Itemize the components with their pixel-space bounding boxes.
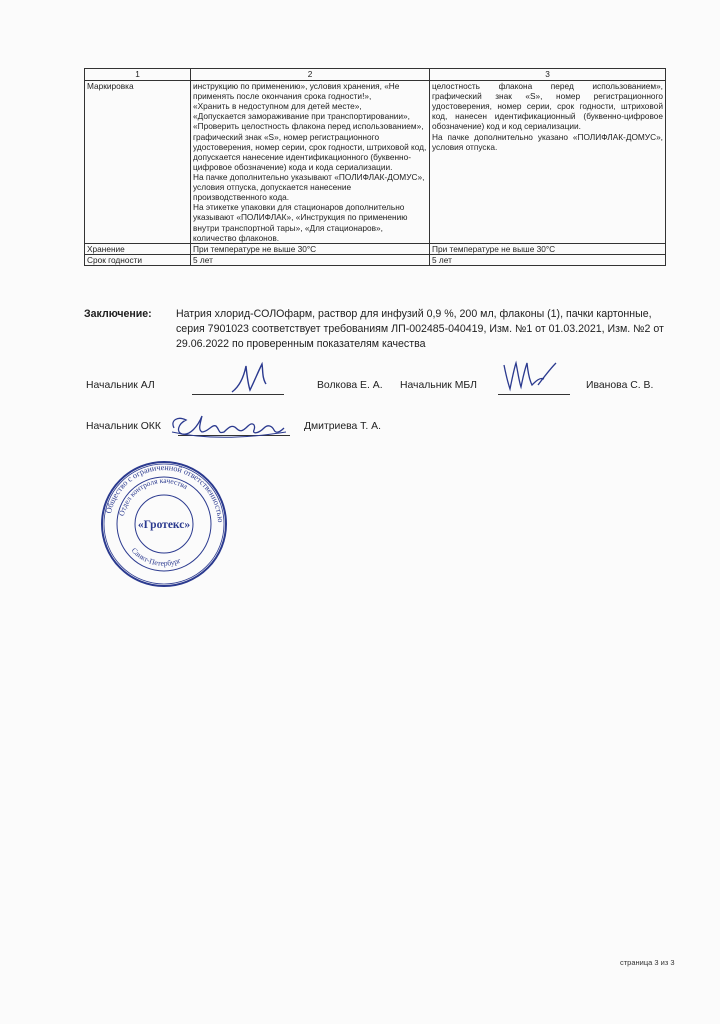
okk-name: Дмитриева Т. А. xyxy=(304,421,381,432)
al-name: Волкова Е. А. xyxy=(317,380,383,391)
table-row xyxy=(85,243,666,254)
table-row xyxy=(85,81,666,244)
specification-table xyxy=(84,68,666,266)
mbl-signature xyxy=(500,355,560,395)
result-cell xyxy=(430,81,666,244)
result-text: целостность флакона перед использованием», графический знак «S», номер регистрационного удостоверения, номер серии, срок годности, штриховой код, нанесен идентификационный (буквенно-цифровое обозначение) код и код сериализации. xyxy=(432,81,663,132)
conclusion-text: Натрия хлорид-СОЛОфарм, раствор для инфузий 0,9 %, 200 мл, флаконы (1), пачки картонные, серия 7901023 соответствует требованиям ЛП-002485-040419, Изм. №1 от 01.03.2021, Изм. №2 от 29.06.2022 по проверенным показателям качества xyxy=(176,308,664,350)
svg-text:Санкт-Петербург xyxy=(130,546,182,568)
company-stamp xyxy=(100,460,228,588)
mbl-name: Иванова С. В. xyxy=(586,380,654,391)
okk-signature xyxy=(168,402,288,444)
requirement-text: На пачке дополнительно указывают «ПОЛИФЛАК-ДОМУС», условия отпуска, допускается нанесение производственного кода. xyxy=(193,171,425,203)
stamp-inner-text: Отдел контроля качества xyxy=(116,475,190,517)
requirement-cell: 5 лет xyxy=(191,254,430,265)
parameter-name-cell: Срок годности xyxy=(85,254,191,265)
requirement-text: «Допускается замораживание при транспортировании», «Проверить целостность флакона перед использованием», графический знак «S», номер регистрационного удостоверения, номер серии, срок годности, штриховой код, допускается нанесение идентификационного (буквенно-цифровое обозначение) кода и кода сериализации. xyxy=(193,111,427,172)
requirement-text: «Хранить в недоступном для детей месте», xyxy=(193,101,362,112)
parameter-name-cell: Хранение xyxy=(85,243,191,254)
requirement-cell: При температуре не выше 30°С xyxy=(191,243,430,254)
al-title: Начальник АЛ xyxy=(86,380,155,391)
requirement-cell xyxy=(191,81,430,244)
al-signature xyxy=(226,358,276,398)
parameter-name-cell: Маркировка xyxy=(85,81,191,244)
requirement-text: инструкцию по применению», условия хранения, «Не применять после окончания срока годности!», xyxy=(193,81,400,102)
table-header-cell: 2 xyxy=(191,69,430,81)
conclusion-label: Заключение: xyxy=(84,308,152,320)
mbl-title: Начальник МБЛ xyxy=(400,380,477,391)
result-cell: 5 лет xyxy=(430,254,666,265)
okk-title: Начальник ОКК xyxy=(86,421,161,432)
stamp-outer-text: Общество с ограниченной ответственностью xyxy=(104,462,226,523)
result-cell: При температуре не выше 30°С xyxy=(430,243,666,254)
result-text: На пачке дополнительно указано «ПОЛИФЛАК-ДОМУС», условия отпуска. xyxy=(432,131,663,152)
table-header-cell: 1 xyxy=(85,69,191,81)
stamp-center-text: «Гротекс» xyxy=(137,519,191,531)
stamp-city-text: Санкт-Петербург xyxy=(129,545,182,568)
table-header-cell: 3 xyxy=(430,69,666,81)
table-row xyxy=(85,254,666,265)
table-header-row xyxy=(85,69,666,81)
requirement-text: На этикетке упаковки для стационаров дополнительно указывают «ПОЛИФЛАК», «Инструкция по применению внутри транспортной тары», «Для стационаров», количество флаконов. xyxy=(193,202,408,243)
page-number: страница 3 из 3 xyxy=(620,958,675,967)
